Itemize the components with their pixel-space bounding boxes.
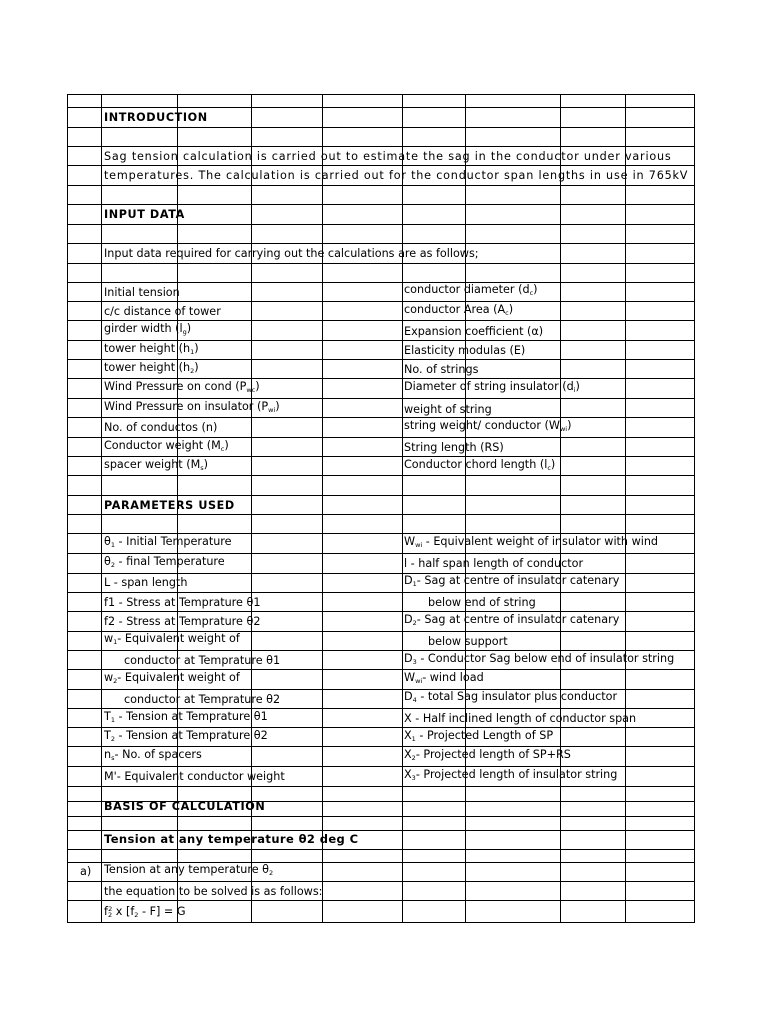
grid-line xyxy=(560,94,561,923)
tension-line: Tension at any temperature $\theta_2$ xyxy=(104,863,274,877)
input-string-length: String length (RS) xyxy=(404,441,504,454)
grid-line xyxy=(67,766,695,767)
param-x1: $X_1$ - Projected Length of SP xyxy=(404,729,554,743)
param-f1: f1 - Stress at Temprature θ1 xyxy=(104,596,261,609)
input-note: Input data required for carrying out the calculations are as follows; xyxy=(104,247,479,260)
grid-line xyxy=(67,165,695,166)
section-heading-input-data: INPUT DATA xyxy=(104,208,185,221)
input-string-weight: weight of string xyxy=(404,403,492,416)
param-w2-cont: conductor at Temprature θ2 xyxy=(124,693,281,706)
param-theta1: $\theta_1$ - Initial Temperature xyxy=(104,535,232,549)
grid-line xyxy=(67,475,695,476)
input-cond-weight: Conductor weight $(M_c)$ xyxy=(104,439,229,453)
param-ns: $n_s-$ No. of spacers xyxy=(104,748,202,762)
input-no-conductors: No. of conductos (n) xyxy=(104,421,218,434)
input-string-weight-cond: string weight/ conductor $(W_{wi})$ xyxy=(404,419,572,433)
param-x2: $X_2-$ Projected length of SP+RS xyxy=(404,748,571,762)
intro-line-1: Sag tension calculation is carried out to estimate the sag in the conductor under various xyxy=(104,150,672,163)
grid-line xyxy=(67,922,695,923)
grid-line xyxy=(67,224,695,225)
grid-line xyxy=(67,650,695,651)
input-chord-length: Conductor chord length $(l_c)$ xyxy=(404,458,556,472)
input-initial-tension: Initial tension xyxy=(104,286,180,299)
grid-line xyxy=(625,94,626,923)
grid-line xyxy=(67,786,695,787)
grid-line xyxy=(67,514,695,515)
input-cond-area: conductor Area $(A_c)$ xyxy=(404,303,514,317)
grid-line xyxy=(465,94,466,923)
grid-line xyxy=(67,282,695,283)
grid-line xyxy=(67,94,695,95)
input-elasticity: Elasticity modulas (E) xyxy=(404,344,526,357)
grid-line xyxy=(67,830,695,831)
equation: $f_2^2$ x $[f_2 - F] = G$ xyxy=(104,905,186,919)
param-w1: $w_1-$ Equivalent weight of xyxy=(104,632,240,646)
grid-line xyxy=(67,900,695,901)
grid-line xyxy=(67,243,695,244)
input-no-strings: No. of strings xyxy=(404,363,479,376)
param-t2: $T_2$ - Tension at Temprature θ2 xyxy=(104,729,268,743)
grid-line xyxy=(67,107,695,108)
equation-intro: the equation to be solved is as follows: xyxy=(104,885,323,898)
input-girder-width: girder width $(l_g)$ xyxy=(104,322,192,336)
grid-line xyxy=(67,320,695,321)
input-cc-distance: c/c distance of tower xyxy=(104,305,221,318)
param-w2: $w_2-$ Equivalent weight of xyxy=(104,671,240,685)
grid-line xyxy=(67,727,695,728)
grid-line xyxy=(67,127,695,128)
param-d4: $D_4$ - total Sag insulator plus conductor xyxy=(404,690,618,704)
input-wind-ins: Wind Pressure on insulator $(P_{wi})$ xyxy=(104,400,280,414)
input-expansion: Expansion coefficient (α) xyxy=(404,325,544,338)
param-f2: f2 - Stress at Temprature θ2 xyxy=(104,615,261,628)
section-heading-parameters: PARAMETERS USED xyxy=(104,499,235,512)
param-l-half: l - half span length of conductor xyxy=(404,557,584,570)
input-tower-height-2: tower height $(h_2)$ xyxy=(104,361,199,375)
grid-line xyxy=(67,263,695,264)
param-t1: $T_1$ - Tension at Temprature θ1 xyxy=(104,710,268,724)
grid-line xyxy=(67,398,695,399)
param-x: X - Half inclined length of conductor span xyxy=(404,712,637,725)
param-d2: $D_2-$ Sag at centre of insulator catenary xyxy=(404,613,620,627)
grid-line xyxy=(67,553,695,554)
intro-line-2: temperatures. The calculation is carried out for the conductor span lengths in use in 765kV xyxy=(104,169,689,182)
param-d1-cont: below end of string xyxy=(428,596,536,609)
section-heading-basis: BASIS OF CALCULATION xyxy=(104,800,266,813)
grid-line xyxy=(402,94,403,923)
grid-line xyxy=(67,417,695,418)
grid-line xyxy=(67,378,695,379)
input-wind-cond: Wind Pressure on cond $(P_{wc})$ xyxy=(104,380,260,394)
grid-line xyxy=(67,495,695,496)
grid-line xyxy=(101,94,102,923)
grid-line xyxy=(67,881,695,882)
grid-line xyxy=(67,456,695,457)
input-spacer-weight: spacer weight $(M_s)$ xyxy=(104,458,209,472)
param-span: L - span length xyxy=(104,576,188,589)
item-label-a: a) xyxy=(80,865,92,878)
tension-heading: Tension at any temperature θ2 deg C xyxy=(104,832,359,846)
grid-line xyxy=(67,669,695,670)
grid-line xyxy=(67,146,695,147)
param-d1: $D_1-$ Sag at centre of insulator catenary xyxy=(404,574,620,588)
param-ww: $W_{wi}-$ wind load xyxy=(404,671,484,685)
grid-line xyxy=(67,611,695,612)
grid-line xyxy=(67,708,695,709)
grid-line xyxy=(67,301,695,302)
input-cond-diameter: conductor diameter $(d_c)$ xyxy=(404,283,538,297)
grid-line xyxy=(67,94,68,923)
grid-line xyxy=(67,849,695,850)
param-theta2: $\theta_2$ - final Temperature xyxy=(104,555,225,569)
input-string-diameter: Diameter of string insulator $(d_i)$ xyxy=(404,380,580,394)
input-tower-height-1: tower height $(h_1)$ xyxy=(104,342,199,356)
grid-line xyxy=(67,340,695,341)
grid-line xyxy=(67,437,695,438)
grid-line xyxy=(67,204,695,205)
grid-line xyxy=(694,94,695,923)
grid-line xyxy=(322,94,323,923)
param-wwi: $W_{wi}$ - Equivalent weight of insulator with wind xyxy=(404,535,659,549)
grid-line xyxy=(67,746,695,747)
param-d3: $D_3$ - Conductor Sag below end of insulator string xyxy=(404,652,675,666)
section-heading-introduction: INTRODUCTION xyxy=(104,111,208,124)
grid-line xyxy=(67,185,695,186)
param-d2-cont: below support xyxy=(428,635,508,648)
param-x3: $X_3-$ Projected length of insulator string xyxy=(404,768,618,782)
grid-line xyxy=(67,533,695,534)
grid-line xyxy=(67,359,695,360)
grid-line xyxy=(67,816,695,817)
param-w1-cont: conductor at Temprature θ1 xyxy=(124,654,281,667)
grid-line xyxy=(251,94,252,923)
grid-line xyxy=(67,592,695,593)
param-m-prime: M'- Equivalent conductor weight xyxy=(104,770,285,783)
